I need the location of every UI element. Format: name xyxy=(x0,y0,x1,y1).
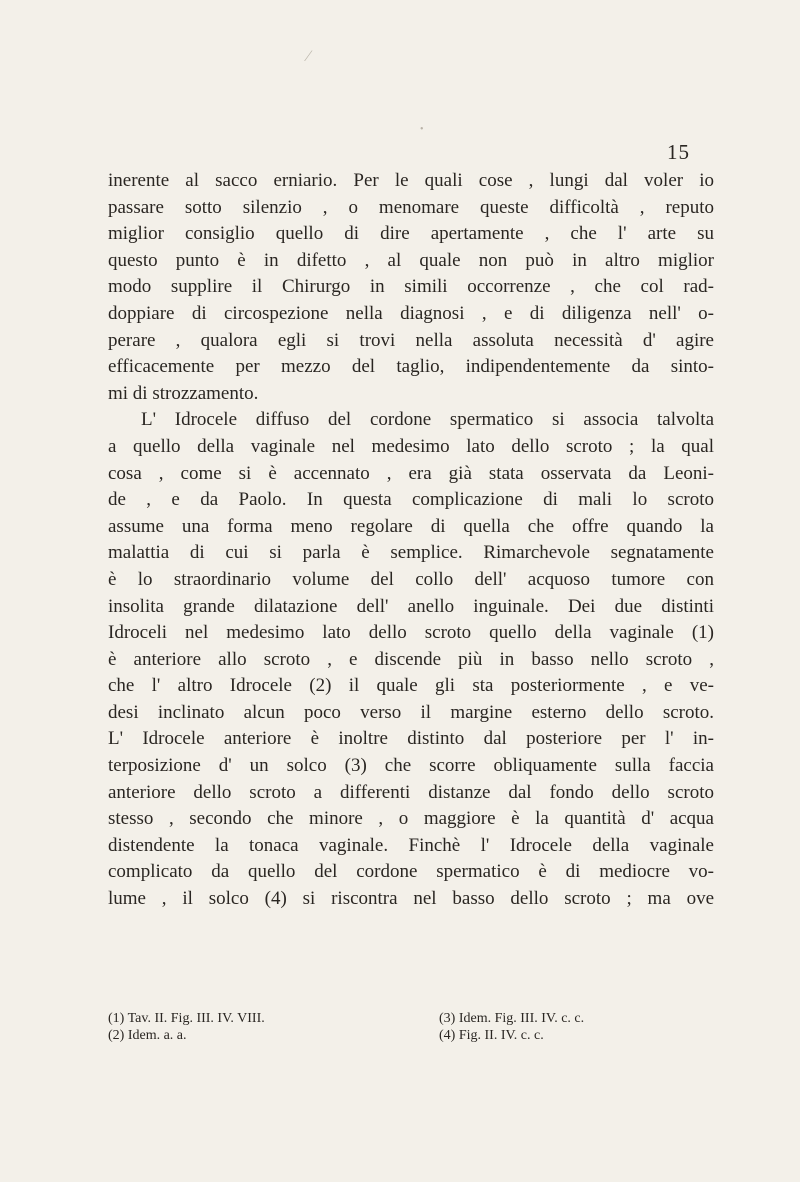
footnote-4: (4) Fig. II. IV. c. c. xyxy=(439,1028,544,1043)
text-line: anteriore dello scroto a differenti distanze dal fondo dello scroto xyxy=(108,781,714,803)
text-line: insolita grande dilatazione dell' anello inguinale. Dei due distinti xyxy=(108,595,714,617)
text-line: modo supplire il Chirurgo in simili occorrenze , che col rad- xyxy=(108,276,714,298)
text-line: passare sotto silenzio , o menomare queste difficoltà , reputo xyxy=(108,196,714,218)
text-line: complicato da quello del cordone spermatico è di mediocre vo- xyxy=(108,861,714,883)
text-line: L' Idrocele diffuso del cordone spermatico si associa talvolta xyxy=(141,409,714,431)
footnote-3: (3) Idem. Fig. III. IV. c. c. xyxy=(439,1011,585,1026)
text-line: doppiare di circospezione nella diagnosi , e di diligenza nell' o- xyxy=(108,302,714,324)
footnote-row xyxy=(108,1010,714,1027)
text-line: malattia di cui si parla è semplice. Rimarchevole segnatamente xyxy=(108,542,714,564)
text-line: perare , qualora egli si trovi nella assoluta necessità d' agire xyxy=(108,329,714,351)
footnote-row xyxy=(108,1027,714,1044)
text-line: L' Idrocele anteriore è inoltre distinto dal posteriore per l' in- xyxy=(108,728,714,750)
text-line: Idroceli nel medesimo lato dello scroto quello della vaginale (1) xyxy=(108,622,714,644)
text-line: terposizione d' un solco (3) che scorre obliquamente sulla faccia xyxy=(108,755,714,777)
text-line: mi di strozzamento. xyxy=(108,382,259,404)
text-line: a quello della vaginale nel medesimo lato dello scroto ; la qual xyxy=(108,435,714,457)
text-line: de , e da Paolo. In questa complicazione di mali lo scroto xyxy=(108,489,714,511)
text-line: stesso , secondo che minore , o maggiore è la quantità d' acqua xyxy=(108,808,714,830)
text-line: efficacemente per mezzo del taglio, indipendentemente da sinto- xyxy=(108,356,714,378)
text-line: lume , il solco (4) si riscontra nel basso dello scroto ; ma ove xyxy=(108,888,714,910)
text-line: questo punto è in difetto , al quale non può in altro miglior xyxy=(108,249,714,271)
text-line: cosa , come si è accennato , era già stata osservata da Leoni- xyxy=(108,462,714,484)
text-line: è lo straordinario volume del collo dell' acquoso tumore con xyxy=(108,568,714,590)
text-line: inerente al sacco erniario. Per le quali cose , lungi dal voler io xyxy=(108,170,714,191)
text-line: è anteriore allo scroto , e discende più in basso nello scroto , xyxy=(108,648,714,670)
paper-speck: • xyxy=(420,124,424,135)
page-number: 15 xyxy=(667,140,690,164)
paper-mark: ⁄ xyxy=(307,48,310,65)
text-line: assume una forma meno regolare di quella che offre quando la xyxy=(108,515,714,537)
text-line: desi inclinato alcun poco verso il margine esterno dello scroto. xyxy=(108,701,714,723)
footnotes xyxy=(108,1010,714,1044)
footnote-1: (1) Tav. II. Fig. III. IV. VIII. xyxy=(108,1011,265,1026)
text-line: che l' altro Idrocele (2) il quale gli sta posteriormente , e ve- xyxy=(108,675,714,697)
text-line: miglior consiglio quello di dire apertamente , che l' arte su xyxy=(108,223,714,245)
body-text xyxy=(108,168,714,913)
text-line: distendente la tonaca vaginale. Finchè l' Idrocele della vaginale xyxy=(108,834,714,856)
footnote-2: (2) Idem. a. a. xyxy=(108,1028,187,1043)
